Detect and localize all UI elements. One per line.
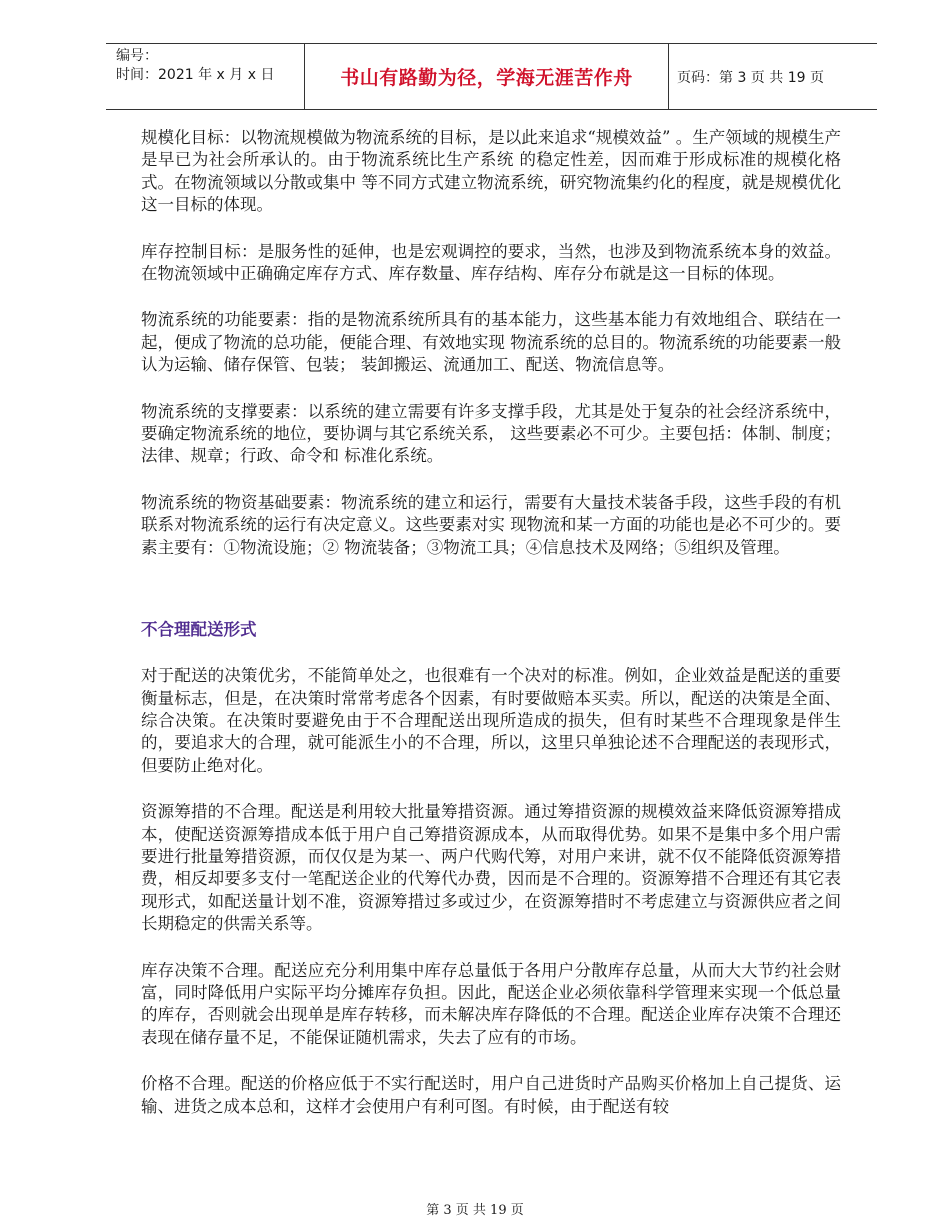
header-meta-cell	[106, 44, 305, 109]
paragraph-support-elements: 物流系统的支撑要素：以系统的建立需要有许多支撑手段，尤其是处于复杂的社会经济系统中，要确定物流系统的地位，要协调与其它系统关系， 这些要素必不可少。主要包括：体制、制度；法律、规章；行政、命令和 标准化系统。	[141, 401, 841, 466]
document-body	[141, 127, 841, 1142]
header-motto-cell	[305, 44, 669, 109]
paragraph-intro: 对于配送的决策优劣，不能简单处之，也很难有一个决对的标准。例如，企业效益是配送的重要衡量标志，但是，在决策时常常考虑各个因素，有时要做赔本买卖。所以，配送的决策是全面、综合决策。在决策时要避免由于不合理配送出现所造成的损失，但有时某些不合理现象是伴生的，要追求大的合理，就可能派生小的不合理，所以，这里只单独论述不合理配送的表现形式，但要防止绝对化。	[141, 666, 841, 775]
paragraph-material-elements: 物流系统的物资基础要素：物流系统的建立和运行，需要有大量技术装备手段，这些手段的有机联系对物流系统的运行有决定意义。这些要素对实 现物流和某一方面的功能也是必不可少的。要素主要有：①物流设施；② 物流装备；③物流工具；④信息技术及网络；⑤组织及管理。	[141, 492, 841, 557]
paragraph-inventory-decision: 库存决策不合理。配送应充分利用集中库存总量低于各用户分散库存总量，从而大大节约社会财富，同时降低用户实际平均分摊库存负担。因此，配送企业必须依靠科学管理来实现一个低总量的库存，否则就会出现单是库存转移，而未解决库存降低的不合理。配送企业库存决策不合理还表现在储存量不足，不能保证随机需求，失去了应有的市场。	[141, 960, 841, 1047]
section-spacer	[141, 583, 841, 619]
header-page-cell	[669, 44, 877, 109]
paragraph-price: 价格不合理。配送的价格应低于不实行配送时，用户自己进货时产品购买价格加上自己提货、运输、进货之成本总和，这样才会使用户有利可图。有时候，由于配送有较	[141, 1074, 841, 1116]
section-heading: 不合理配送形式	[141, 620, 257, 640]
header-page-info: 页码：第 3 页 共 19 页	[677, 69, 824, 86]
paragraph-inventory-goal: 库存控制目标：是服务性的延伸，也是宏观调控的要求，当然，也涉及到物流系统本身的效益。在物流领域中正确确定库存方式、库存数量、库存结构、库存分布就是这一目标的体现。	[141, 241, 841, 284]
paragraph-function-elements: 物流系统的功能要素：指的是物流系统所具有的基本能力，这些基本能力有效地组合、联结在一起，便成了物流的总功能，便能合理、有效地实现 物流系统的总目的。物流系统的功能要素一般认为运输、储存保管、包装； 装卸搬运、流通加工、配送、物流信息等。	[141, 310, 841, 375]
paragraph-scale-goal: 规模化目标：以物流规模做为物流系统的目标，是以此来追求“规模效益” 。生产领域的规模生产是早已为社会所承认的。由于物流系统比生产系统 的稳定性差，因而难于形成标准的规模化格式。在物流领域以分散或集中 等不同方式建立物流系统，研究物流集约化的程度，就是规模优化这一目标的体现。	[141, 128, 841, 215]
date-label: 时间：2021 年 x 月 x 日	[116, 67, 275, 83]
page-header	[106, 43, 877, 110]
serial-number-label: 编号：	[116, 48, 158, 64]
page-footer: 第 3 页 共 19 页	[426, 1203, 524, 1218]
paragraph-resource-sourcing: 资源筹措的不合理。配送是利用较大批量筹措资源。通过筹措资源的规模效益来降低资源筹措成本，使配送资源筹措成本低于用户自己筹措资源成本，从而取得优势。如果不是集中多个用户需要进行批量筹措资源，而仅仅是为某一、两户代购代筹，对用户来讲，就不仅不能降低资源筹措费，相反却要多支付一笔配送企业的代筹代办费，因而是不合理的。资源筹措不合理还有其它表现形式，如配送量计划不准，资源筹措过多或过少，在资源筹措时不考虑建立与资源供应者之间长期稳定的供需关系等。	[141, 802, 841, 934]
header-motto: 书山有路勤为径，学海无涯苦作舟	[340, 67, 633, 89]
